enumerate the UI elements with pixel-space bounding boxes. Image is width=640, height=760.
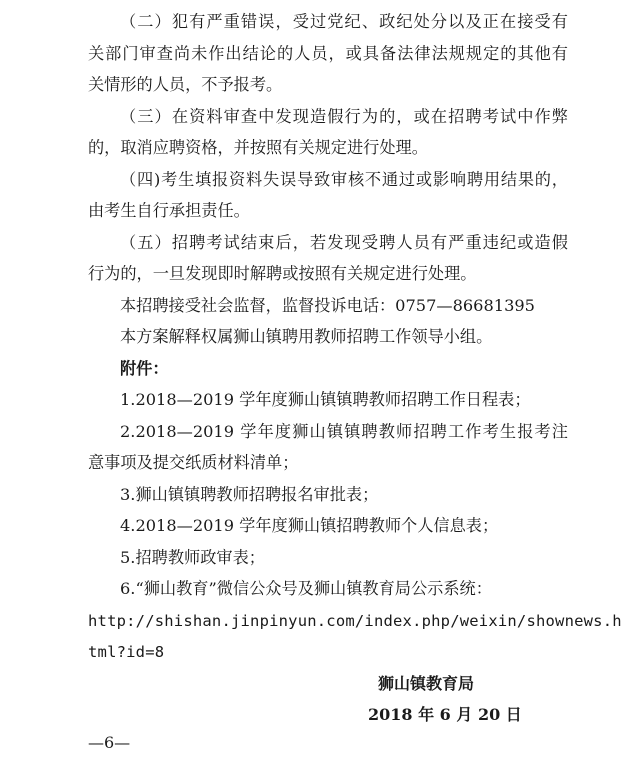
attachment-item-2-line-1: 2.2018—2019 学年度狮山镇镇聘教师招聘工作考生报考注 [120,422,568,441]
attachment-item-4: 4.2018—2019 学年度狮山镇招聘教师个人信息表； [120,516,499,535]
attachments-heading: 附件： [120,359,169,378]
clause-three-line-1: （三）在资料审查中发现造假行为的，或在招聘考试中作弊 [120,107,568,126]
clause-five-line-2: 行为的，一旦发现即时解聘或按照有关规定进行处理。 [88,264,477,283]
issue-date: 2018 年 6 月 20 日 [368,705,522,724]
interpretation-statement: 本方案解释权属狮山镇聘用教师招聘工作领导小组。 [120,327,493,346]
clause-four-line-1: （四)考生填报资料失误导致审核不通过或影响聘用结果的， [120,170,568,189]
attachment-url-line-2: tml?id=8 [88,643,165,661]
attachment-item-1: 1.2018—2019 学年度狮山镇镇聘教师招聘工作日程表； [120,390,531,409]
attachment-item-5: 5.招聘教师政审表； [120,548,265,567]
clause-two-line-3: 关情形的人员，不予报考。 [88,75,283,94]
page-number: —6— [88,733,131,752]
issuing-organization: 狮山镇教育局 [378,674,475,693]
attachment-item-3: 3.狮山镇镇聘教师招聘报名审批表； [120,485,379,504]
clause-two-line-1: （二）犯有严重错误，受过党纪、政纪处分以及正在接受有 [120,12,568,31]
clause-three-line-2: 的，取消应聘资格，并按照有关规定进行处理。 [88,138,428,157]
clause-four-line-2: 由考生自行承担责任。 [88,201,250,220]
clause-five-line-1: （五）招聘考试结束后，若发现受聘人员有严重违纪或造假 [120,233,568,252]
attachment-item-2-line-2: 意事项及提交纸质材料清单； [88,453,299,472]
supervision-statement: 本招聘接受社会监督，监督投诉电话：0757—86681395 [120,296,535,315]
clause-two-line-2: 关部门审查尚未作出结论的人员，或具备法律法规规定的其他有 [88,44,568,63]
attachment-url-line-1: http://shishan.jinpinyun.com/index.php/weixin/shownews.h [88,612,622,630]
attachment-item-6: 6.“狮山教育”微信公众号及狮山镇教育局公示系统： [120,579,492,598]
